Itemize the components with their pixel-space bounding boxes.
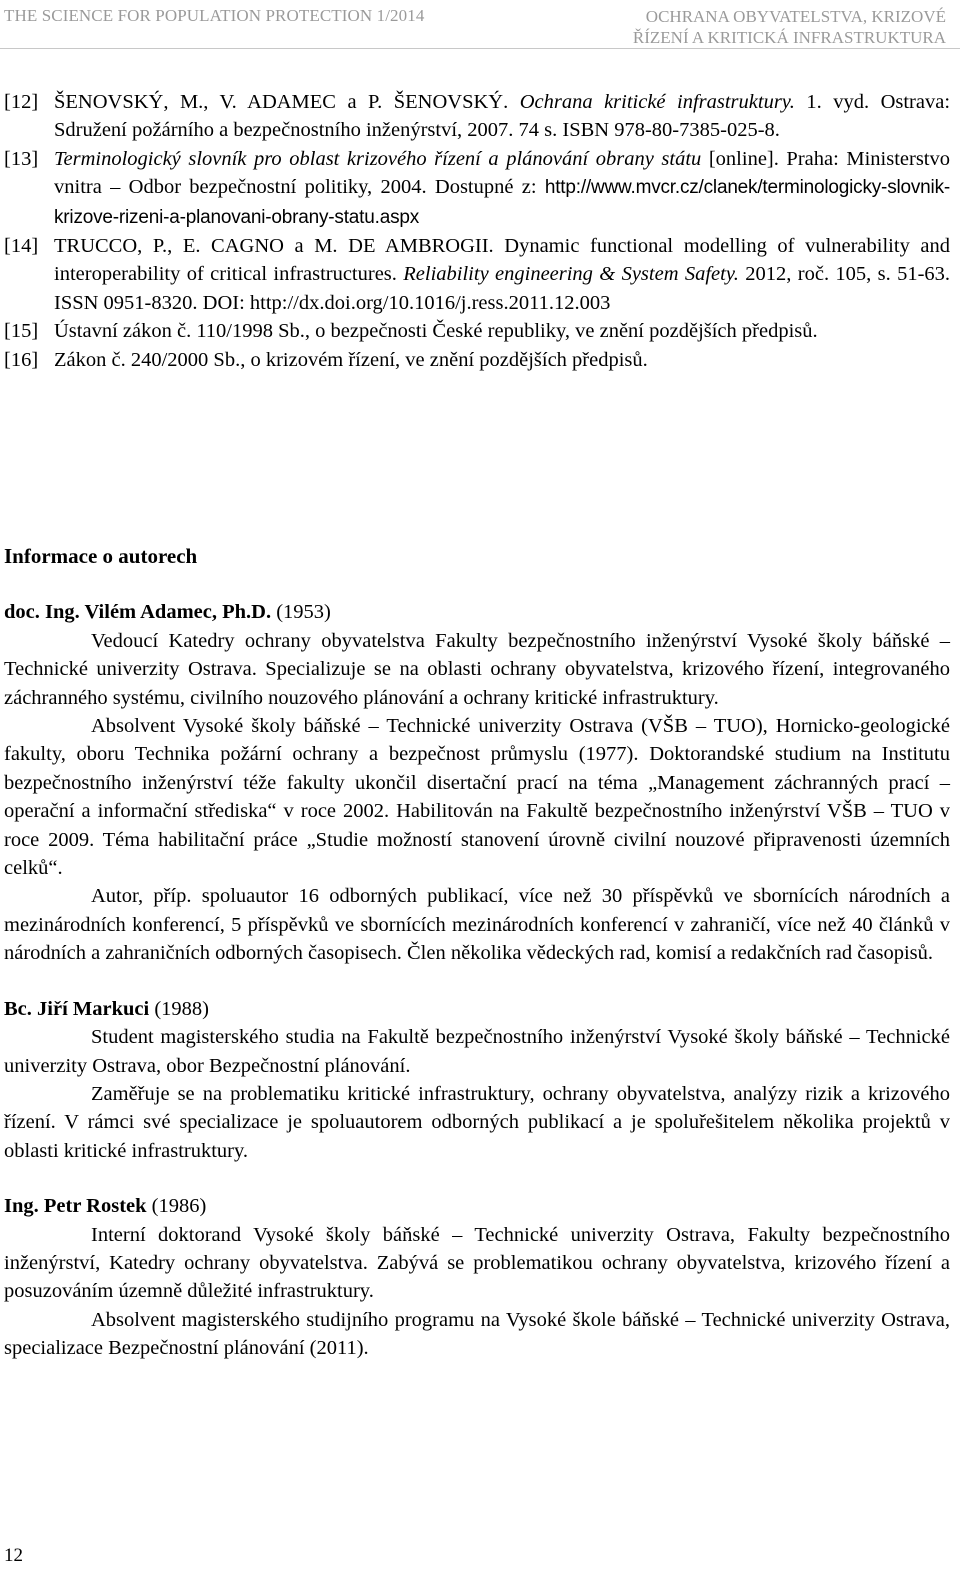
author-paragraph: Student magisterského studia na Fakultě bezpečnostního inženýrství Vysoké školy báňské – Technické univerzity Ostrava, obor Bezpečnostní plánování.	[4, 1026, 950, 1077]
reference-15	[4, 317, 950, 345]
reference-url[interactable]: http://www.mvcr.cz/clanek/terminologicky-slovnik-krizove-rizeni-a-planovani-obrany-statu.aspx	[54, 177, 950, 228]
author-paragraph: Autor, příp. spoluautor 16 odborných publikací, více než 30 příspěvků ve sbornících národních a mezinárodních konferencí, 5 příspěvků ve sbornících mezinárodních konferencí v zahraničí, více než 40 článků v národních a zahraničních odborných časopisech. Člen několika vědeckých rad, komisí a redakčních rad časopisů.	[4, 885, 950, 965]
author-heading	[4, 598, 950, 626]
reference-title: Reliability engineering & System Safety.	[403, 263, 739, 286]
reference-text: Zákon č. 240/2000 Sb., o krizovém řízení, ve znění pozdějších předpisů.	[54, 348, 648, 371]
reference-title: Ochrana kritické infrastruktury.	[519, 91, 795, 113]
author-year: (1953)	[276, 601, 331, 624]
author-markuci	[4, 995, 950, 1165]
author-heading	[4, 995, 950, 1023]
page-number: 12	[4, 1545, 23, 1566]
authors-section	[4, 542, 950, 1390]
author-year: (1986)	[151, 1195, 207, 1218]
journal-title-left: THE SCIENCE FOR POPULATION PROTECTION 1/2014	[4, 6, 425, 25]
journal-title-right-line1: OCHRANA OBYVATELSTVA, KRIZOVÉ	[645, 7, 946, 26]
author-paragraph: Interní doktorand Vysoké školy báňské – Technické univerzity Ostrava, Fakulty bezpečnostního inženýrství, Katedry ochrany obyvatelstva. Zabývá se problematikou ochrany obyvatelstva, krizového řízení a posuzováním územně důležité infrastruktury.	[4, 1223, 950, 1303]
reference-number: [12]	[4, 91, 39, 113]
reference-number: [13]	[4, 147, 39, 170]
author-paragraph: Absolvent magisterského studijního programu na Vysoké škole báňské – Technické univerzity Ostrava, specializace Bezpečnostní plánování (2011).	[4, 1308, 950, 1360]
reference-title: Terminologický slovník pro oblast krizového řízení a plánování obrany státu	[54, 147, 702, 170]
section-title: Informace o autorech	[4, 544, 198, 568]
reference-number: [16]	[4, 348, 39, 371]
author-year: (1988)	[154, 997, 209, 1020]
reference-number: [15]	[4, 320, 39, 343]
reference-details: 2012, roč. 105, s. 51-63. ISSN 0951-8320. DOI: http://dx.doi.org/10.1016/j.ress.2011.12.003	[54, 263, 951, 314]
reference-list	[4, 88, 950, 374]
reference-16	[4, 346, 950, 374]
author-name: Bc. Jiří Markuci	[4, 997, 150, 1020]
reference-number: [14]	[4, 235, 39, 258]
author-heading	[4, 1192, 950, 1220]
reference-details: [online]. Praha: Ministerstvo vnitra – Odbor bezpečnostní politiky, 2004. Dostupné z:	[54, 147, 951, 199]
author-adamec	[4, 598, 950, 967]
reference-text: Ústavní zákon č. 110/1998 Sb., o bezpečnosti České republiky, ve znění pozdějších předpisů.	[54, 320, 818, 343]
header-divider	[0, 48, 960, 49]
reference-14	[4, 232, 950, 317]
author-name: Ing. Petr Rostek	[4, 1195, 147, 1218]
running-header	[0, 4, 952, 50]
author-paragraph: Vedoucí Katedry ochrany obyvatelstva Fakulty bezpečnostního inženýrství Vysoké školy báňské – Technické univerzity Ostrava. Specializuje se na oblasti ochrany obyvatelstva, krizového řízení, integrovaného záchranného systému, civilního nouzového plánování a ochrany kritické infrastruktury.	[4, 629, 950, 709]
author-paragraph: Absolvent Vysoké školy báňské – Technické univerzity Ostrava (VŠB – TUO), Hornicko-geologické fakulty, oboru Technika požární ochrany a bezpečnost průmyslu (1977). Doktorandské studium na Institutu bezpečnostního inženýrství téže fakulty ukončil disertační prací na téma „Management záchranných prací – operační a informační střediska“ v roce 2002. Habilitován na Fakultě bezpečnostního inženýrství VŠB – TUO v roce 2009. Téma habilitační práce „Studie možností stanovení úrovně civilní nouzové připravenosti územních celků“.	[4, 715, 950, 880]
journal-title-right-line2: ŘÍZENÍ A KRITICKÁ INFRASTRUKTURA	[632, 28, 946, 47]
author-rostek	[4, 1192, 950, 1362]
author-paragraph: Zaměřuje se na problematiku kritické infrastruktury, ochrany obyvatelstva, analýzy rizik a krizového řízení. V rámci své specializace je spoluautorem odborných publikací a je spoluřešitelem několika projektů v oblasti kritické infrastruktury.	[4, 1082, 950, 1162]
author-name: doc. Ing. Vilém Adamec, Ph.D.	[4, 601, 272, 624]
reference-details: 1. vyd. Ostrava: Sdružení požárního a bezpečnostního inženýrství, 2007. 74 s. ISBN 978-80-7385-025-8.	[54, 91, 951, 142]
journal-title-right	[633, 6, 946, 48]
reference-13	[4, 145, 950, 232]
reference-12	[4, 88, 950, 145]
reference-authors: ŠENOVSKÝ, M., V. ADAMEC a P. ŠENOVSKÝ.	[54, 91, 509, 113]
reference-authors: TRUCCO, P., E. CAGNO a M. DE AMBROGII. Dynamic functional modelling of vulnerability and interoperability of critical infrastructures.	[54, 235, 950, 286]
